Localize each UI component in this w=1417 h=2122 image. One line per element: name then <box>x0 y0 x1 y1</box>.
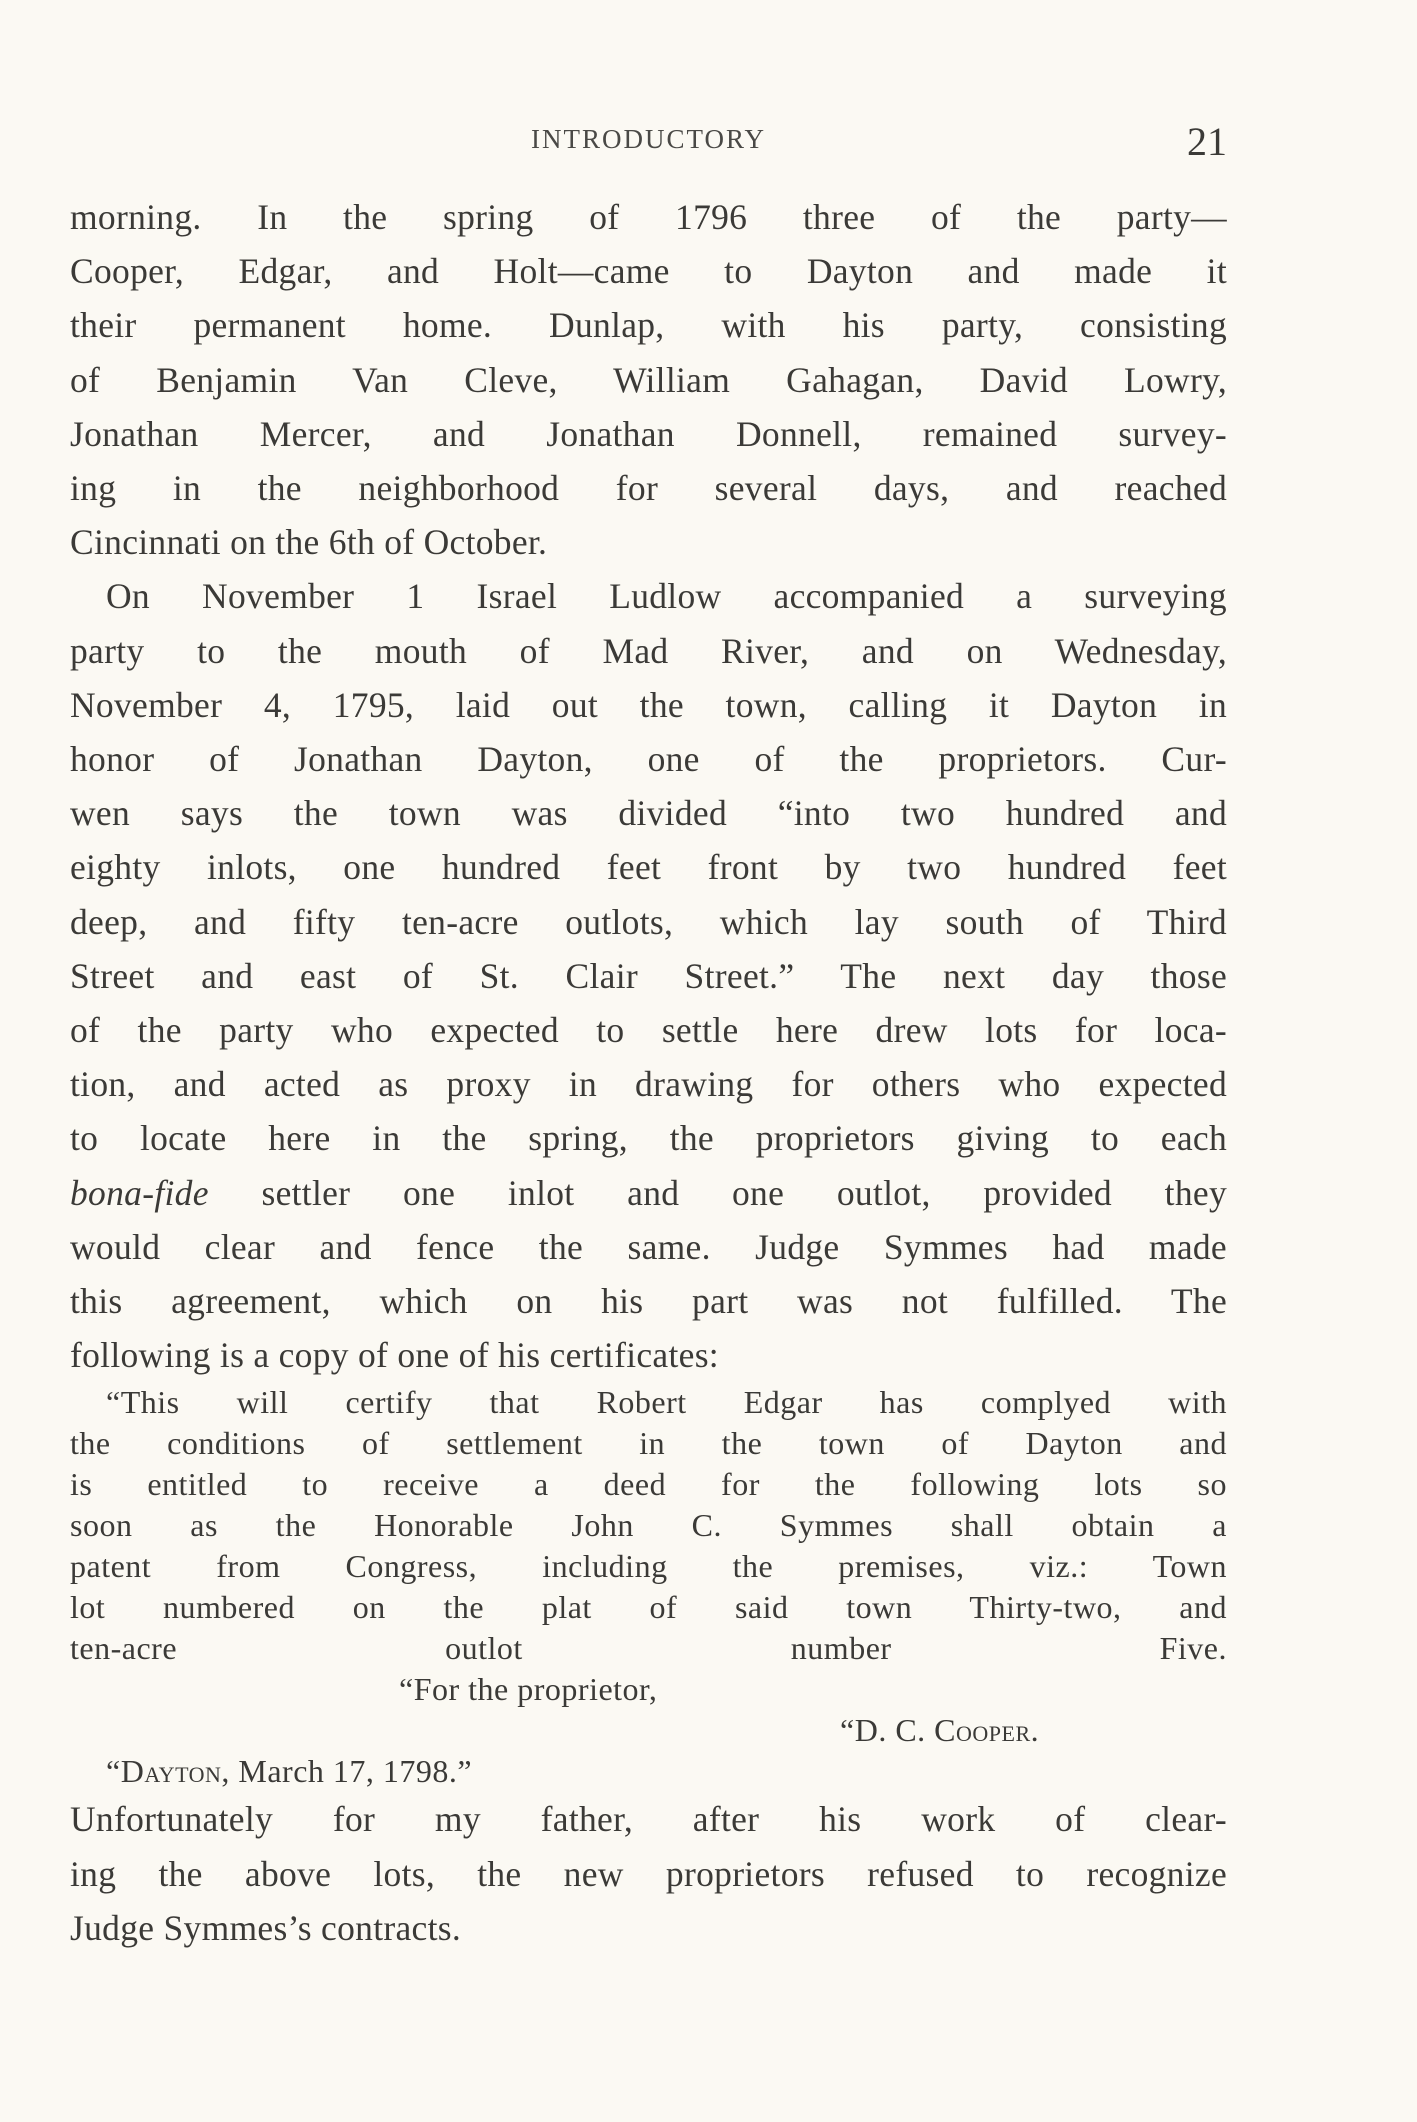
text-line: party to the mouth of Mad River, and on Wednesday, <box>70 630 1227 671</box>
page-number: 21 <box>1187 119 1227 164</box>
text-line: their permanent home. Dunlap, with his party, consisting <box>70 305 1227 346</box>
text-line: ing in the neighborhood for several days, and reached <box>70 468 1227 509</box>
paragraph-closing <box>70 1792 1227 1955</box>
running-head <box>70 118 1227 168</box>
body-text <box>70 190 1227 1955</box>
text-line: On November 1 Israel Ludlow accompanied a surveying <box>106 576 1227 617</box>
text-line: Unfortunately for my father, after his work of clear- <box>70 1799 1227 1840</box>
italic-phrase: bona-fide <box>70 1172 209 1213</box>
text-line <box>70 1166 1227 1220</box>
text-line: honor of Jonathan Dayton, one of the proprietors. Cur- <box>70 739 1227 780</box>
signature-line-proprietor: “For the proprietor, <box>399 1671 658 1708</box>
text-line: of the party who expected to settle here drew lots for loca- <box>70 1010 1227 1051</box>
text-line: November 4, 1795, laid out the town, calling it Dayton in <box>70 684 1227 725</box>
text-line: following is a copy of one of his certificates: <box>70 1335 719 1376</box>
text-line: eighty inlots, one hundred feet front by two hundred feet <box>70 847 1227 888</box>
quote-line: soon as the Honorable John C. Symmes shall obtain a <box>70 1507 1227 1544</box>
quote-line: the conditions of settlement in the town of Dayton and <box>70 1425 1227 1462</box>
running-title: INTRODUCTORY <box>530 124 767 154</box>
text-line: Cooper, Edgar, and Holt—came to Dayton and made it <box>70 251 1227 292</box>
quote-line: lot numbered on the plat of said town Thirty-two, and <box>70 1589 1227 1626</box>
dateline-place: “Dayton, <box>106 1753 230 1790</box>
quote-line: patent from Congress, including the premises, viz.: Town <box>70 1548 1227 1585</box>
text-line: would clear and fence the same. Judge Symmes had made <box>70 1226 1227 1267</box>
certificate-quote <box>70 1382 1227 1792</box>
paragraph-town-survey <box>70 569 1227 1382</box>
signature-name: “D. C. Cooper. <box>840 1712 1040 1749</box>
text-line: Jonathan Mercer, and Jonathan Donnell, remained survey- <box>70 413 1227 454</box>
dateline-date: March 17, 1798.” <box>229 1753 473 1790</box>
text-line: to locate here in the spring, the proprietors giving to each <box>70 1118 1227 1159</box>
text-fragment: settler one inlot and one outlot, provided they <box>208 1172 1227 1213</box>
text-line: tion, and acted as proxy in drawing for others who expected <box>70 1064 1227 1105</box>
paragraph-continuation <box>70 190 1227 569</box>
text-line: ing the above lots, the new proprietors refused to recognize <box>70 1853 1227 1894</box>
text-line: morning. In the spring of 1796 three of the party— <box>70 197 1227 237</box>
text-line: of Benjamin Van Cleve, William Gahagan, David Lowry, <box>70 359 1227 400</box>
quote-line: is entitled to receive a deed for the following lots so <box>70 1466 1227 1503</box>
quote-line: “This will certify that Robert Edgar has complyed with <box>106 1384 1227 1421</box>
text-line: this agreement, which on his part was not fulfilled. The <box>70 1281 1227 1322</box>
text-line: Cincinnati on the 6th of October. <box>70 522 548 563</box>
text-line: Street and east of St. Clair Street.” The next day those <box>70 955 1227 996</box>
text-line: deep, and fifty ten-acre outlots, which lay south of Third <box>70 901 1227 942</box>
text-line: wen says the town was divided “into two hundred and <box>70 793 1227 834</box>
quote-line: ten-acre outlot number Five. <box>70 1630 1227 1667</box>
dateline <box>70 1751 1227 1792</box>
text-line: Judge Symmes’s contracts. <box>70 1907 462 1948</box>
